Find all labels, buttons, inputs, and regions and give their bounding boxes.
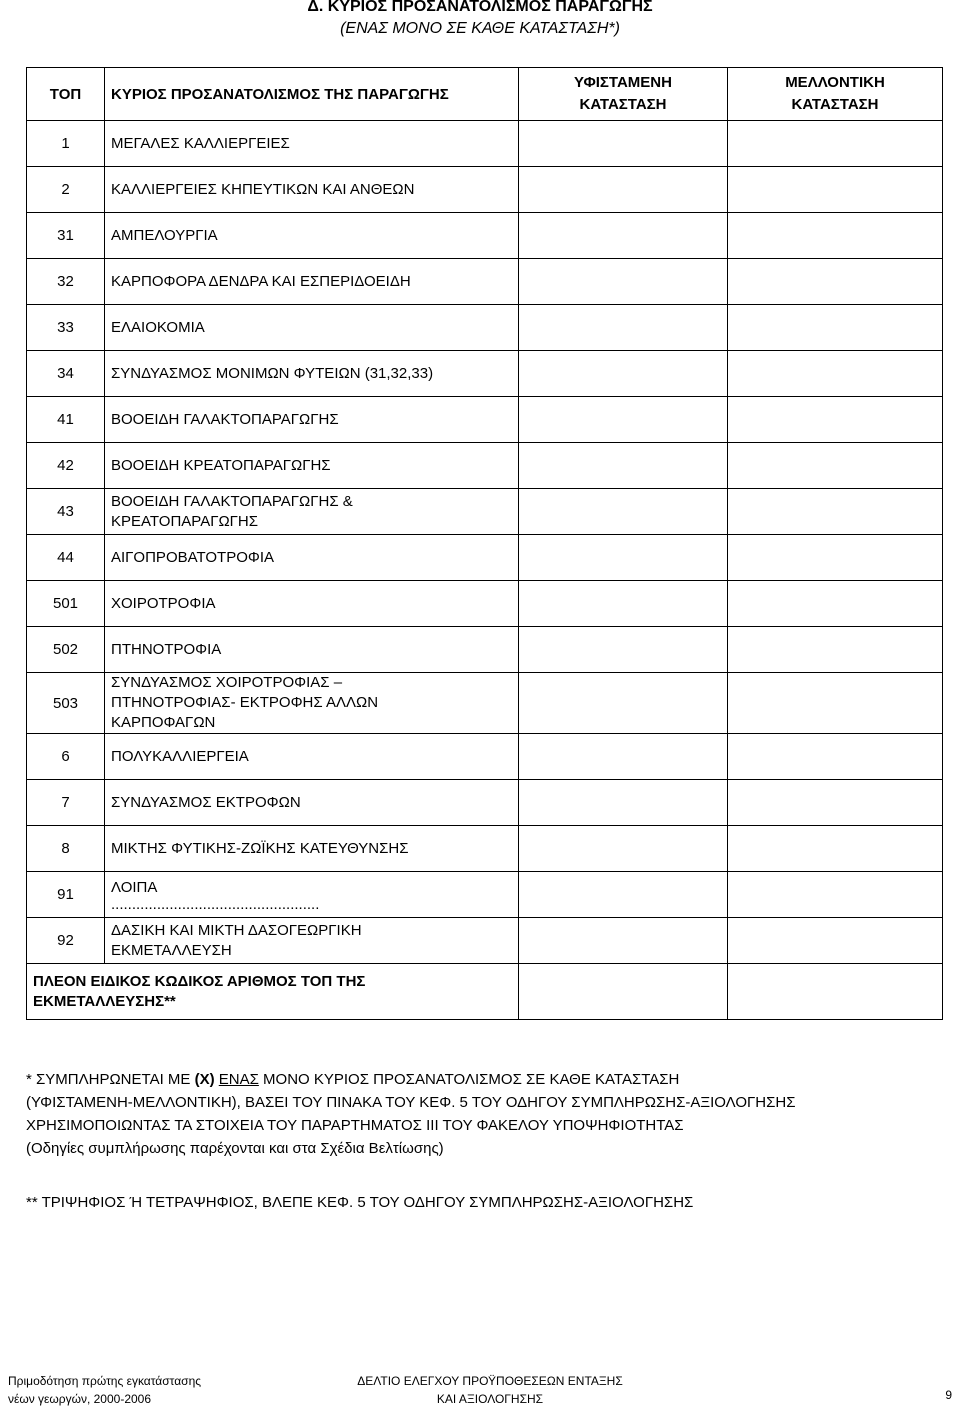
row-code: 31 xyxy=(27,213,105,259)
current-state-cell[interactable] xyxy=(519,351,728,397)
current-state-cell[interactable] xyxy=(519,673,728,734)
row-description xyxy=(105,627,519,673)
table-row xyxy=(27,535,943,581)
future-state-cell[interactable] xyxy=(728,489,943,535)
row-description xyxy=(105,780,519,826)
row-description xyxy=(105,734,519,780)
row-description-line: ΛΟΙΠΑ xyxy=(111,878,158,896)
row-code: 91 xyxy=(27,872,105,918)
table-row xyxy=(27,121,943,167)
row-description-line: ΕΛΑΙΟΚΟΜΙΑ xyxy=(111,318,205,336)
row-description-line: ΒΟΟΕΙΔΗ ΚΡΕΑΤΟΠΑΡΑΓΩΓΗΣ xyxy=(111,456,331,474)
row-code: 32 xyxy=(27,259,105,305)
final-code-current-cell[interactable] xyxy=(519,964,728,1020)
table-row xyxy=(27,167,943,213)
table-row xyxy=(27,351,943,397)
row-description xyxy=(105,673,519,734)
future-state-cell[interactable] xyxy=(728,121,943,167)
header-future-line1: ΜΕΛΛΟΝΤΙΚΗ xyxy=(785,74,885,91)
current-state-cell[interactable] xyxy=(519,213,728,259)
header-current-line1: ΥΦΙΣΤΑΜΕΝΗ xyxy=(574,74,672,91)
table-row xyxy=(27,305,943,351)
header-top: ΤΟΠ xyxy=(27,68,105,121)
row-description xyxy=(105,535,519,581)
future-state-cell[interactable] xyxy=(728,213,943,259)
row-code: 7 xyxy=(27,780,105,826)
table-row xyxy=(27,581,943,627)
row-code: 1 xyxy=(27,121,105,167)
table-row xyxy=(27,918,943,964)
page-number: 9 xyxy=(945,1388,952,1402)
future-state-cell[interactable] xyxy=(728,918,943,964)
row-description xyxy=(105,826,519,872)
table-header-row xyxy=(27,68,943,121)
future-state-cell[interactable] xyxy=(728,259,943,305)
row-description-line: ΚΑΡΠΟΦΑΓΩΝ xyxy=(111,714,216,731)
current-state-cell[interactable] xyxy=(519,121,728,167)
row-description xyxy=(105,397,519,443)
footer-left-line2: νέων γεωργών, 2000-2006 xyxy=(8,1392,152,1406)
current-state-cell[interactable] xyxy=(519,489,728,535)
row-code: 33 xyxy=(27,305,105,351)
table-row xyxy=(27,443,943,489)
row-description xyxy=(105,489,519,535)
header-orientation: ΚΥΡΙΟΣ ΠΡΟΣΑΝΑΤΟΛΙΣΜΟΣ ΤΗΣ ΠΑΡΑΓΩΓΗΣ xyxy=(105,68,519,121)
row-description-line: ΧΟΙΡΟΤΡΟΦΙΑ xyxy=(111,594,216,612)
final-code-label xyxy=(27,964,519,1020)
final-code-line1: ΠΛΕΟΝ ΕΙΔΙΚΟΣ ΚΩΔΙΚΟΣ ΑΡΙΘΜΟΣ ΤΟΠ ΤΗΣ xyxy=(33,972,366,990)
row-description xyxy=(105,351,519,397)
row-description xyxy=(105,872,519,918)
future-state-cell[interactable] xyxy=(728,673,943,734)
row-code: 34 xyxy=(27,351,105,397)
header-current-line2: ΚΑΤΑΣΤΑΣΗ xyxy=(579,96,667,113)
future-state-cell[interactable] xyxy=(728,443,943,489)
note1-mark-x: (Χ) xyxy=(194,1071,215,1088)
row-code: 42 xyxy=(27,443,105,489)
header-current-state xyxy=(519,68,728,121)
current-state-cell[interactable] xyxy=(519,780,728,826)
future-state-cell[interactable] xyxy=(728,627,943,673)
future-state-cell[interactable] xyxy=(728,581,943,627)
note1-line2: (ΥΦΙΣΤΑΜΕΝΗ-ΜΕΛΛΟΝΤΙΚΗ), ΒΑΣΕΙ ΤΟΥ ΠΙΝΑΚΑ ΤΟΥ ΚΕΦ. 5 ΤΟΥ ΟΔΗΓΟΥ ΣΥΜΠΛΗΡΩΣΗΣ-ΑΞΙΟΛΟΓΗΣΗΣ xyxy=(26,1094,796,1111)
row-description xyxy=(105,918,519,964)
current-state-cell[interactable] xyxy=(519,734,728,780)
table-row xyxy=(27,673,943,734)
note-digit-code: ** ΤΡΙΨΗΦΙΟΣ Ή ΤΕΤΡΑΨΗΦΙΟΣ, ΒΛΕΠΕ ΚΕΦ. 5 ΤΟΥ ΟΔΗΓΟΥ ΣΥΜΠΛΗΡΩΣΗΣ-ΑΞΙΟΛΟΓΗΣΗΣ xyxy=(26,1194,694,1211)
table-row xyxy=(27,397,943,443)
table-row xyxy=(27,489,943,535)
row-description-line: ΣΥΝΔΥΑΣΜΟΣ ΧΟΙΡΟΤΡΟΦΙΑΣ – xyxy=(111,674,343,691)
future-state-cell[interactable] xyxy=(728,535,943,581)
row-code: 8 xyxy=(27,826,105,872)
row-code: 41 xyxy=(27,397,105,443)
current-state-cell[interactable] xyxy=(519,581,728,627)
table-row xyxy=(27,259,943,305)
row-description xyxy=(105,581,519,627)
row-description-line: ΠΤΗΝΟΤΡΟΦΙΑΣ- ΕΚΤΡΟΦΗΣ ΑΛΛΩΝ xyxy=(111,694,379,711)
row-description-line: ΣΥΝΔΥΑΣΜΟΣ ΜΟΝΙΜΩΝ ΦΥΤΕΙΩΝ (31,32,33) xyxy=(111,364,434,382)
row-description xyxy=(105,259,519,305)
section-title: Δ. ΚΥΡΙΟΣ ΠΡΟΣΑΝΑΤΟΛΙΣΜΟΣ ΠΑΡΑΓΩΓΗΣ xyxy=(307,0,653,15)
row-description xyxy=(105,443,519,489)
row-code: 503 xyxy=(27,673,105,734)
row-description-line: ΠΟΛΥΚΑΛΛΙΕΡΓΕΙΑ xyxy=(111,747,249,765)
row-description-line: ΒΟΟΕΙΔΗ ΓΑΛΑΚΤΟΠΑΡΑΓΩΓΗΣ & xyxy=(111,492,353,510)
current-state-cell[interactable] xyxy=(519,259,728,305)
current-state-cell[interactable] xyxy=(519,167,728,213)
row-description-line: ΔΑΣΙΚΗ ΚΑΙ ΜΙΚΤΗ ΔΑΣΟΓΕΩΡΓΙΚΗ xyxy=(111,921,362,939)
row-description-line: ΑΙΓΟΠΡΟΒΑΤΟΤΡΟΦΙΑ xyxy=(111,548,275,566)
table-row xyxy=(27,780,943,826)
row-code: 502 xyxy=(27,627,105,673)
row-description-line: ΚΑΡΠΟΦΟΡΑ ΔΕΝΔΡΑ ΚΑΙ ΕΣΠΕΡΙΔΟΕΙΔΗ xyxy=(111,272,411,290)
future-state-cell[interactable] xyxy=(728,167,943,213)
footer-center-line1: ΔΕΛΤΙΟ ΕΛΕΓΧΟΥ ΠΡΟΫΠΟΘΕΣΕΩΝ ΕΝΤΑΞΗΣ xyxy=(357,1374,623,1388)
current-state-cell[interactable] xyxy=(519,305,728,351)
section-subtitle: (ΕΝΑΣ ΜΟΝΟ ΣΕ ΚΑΘΕ ΚΑΤΑΣΤΑΣΗ*) xyxy=(340,20,620,37)
final-code-line2: ΕΚΜΕΤΑΛΛΕΥΣΗΣ** xyxy=(33,992,176,1010)
row-description-line: ΚΑΛΛΙΕΡΓΕΙΕΣ ΚΗΠΕΥΤΙΚΩΝ ΚΑΙ ΑΝΘΕΩΝ xyxy=(111,180,415,198)
row-description xyxy=(105,305,519,351)
row-code: 44 xyxy=(27,535,105,581)
footer-center xyxy=(330,1372,650,1408)
row-description-line: ΜΙΚΤΗΣ ΦΥΤΙΚΗΣ-ΖΩΪΚΗΣ ΚΑΤΕΥΘΥΝΣΗΣ xyxy=(111,839,409,857)
note1-line1 xyxy=(26,1068,946,1091)
current-state-cell[interactable] xyxy=(519,918,728,964)
final-code-future-cell[interactable] xyxy=(728,964,943,1020)
current-state-cell[interactable] xyxy=(519,826,728,872)
row-code: 43 xyxy=(27,489,105,535)
current-state-cell[interactable] xyxy=(519,872,728,918)
row-description xyxy=(105,167,519,213)
footer-center-line2: ΚΑΙ ΑΞΙΟΛΟΓΗΣΗΣ xyxy=(436,1392,544,1406)
table-row xyxy=(27,872,943,918)
row-description-line: .................................................. xyxy=(111,895,320,913)
row-description-line: ΒΟΟΕΙΔΗ ΓΑΛΑΚΤΟΠΑΡΑΓΩΓΗΣ xyxy=(111,410,339,428)
footer-left xyxy=(8,1372,201,1408)
row-description-line: ΑΜΠΕΛΟΥΡΓΙΑ xyxy=(111,226,218,244)
table-row xyxy=(27,213,943,259)
current-state-cell[interactable] xyxy=(519,627,728,673)
note1-text-e: ΜΟΝΟ ΚΥΡΙΟΣ ΠΡΟΣΑΝΑΤΟΛΙΣΜΟΣ ΣΕ ΚΑΘΕ ΚΑΤΑΣΤΑΣΗ xyxy=(258,1071,680,1088)
row-description-line: ΣΥΝΔΥΑΣΜΟΣ ΕΚΤΡΟΦΩΝ xyxy=(111,793,301,811)
row-code: 501 xyxy=(27,581,105,627)
note1-line3: ΧΡΗΣΙΜΟΠΟΙΩΝΤΑΣ ΤΑ ΣΤΟΙΧΕΙΑ ΤΟΥ ΠΑΡΑΡΤΗΜΑΤΟΣ ΙΙΙ ΤΟΥ ΦΑΚΕΛΟΥ ΥΠΟΨΗΦΙΟΤΗΤΑΣ xyxy=(26,1117,684,1134)
current-state-cell[interactable] xyxy=(519,535,728,581)
future-state-cell[interactable] xyxy=(728,826,943,872)
row-code: 92 xyxy=(27,918,105,964)
current-state-cell[interactable] xyxy=(519,443,728,489)
future-state-cell[interactable] xyxy=(728,734,943,780)
row-description-line: ΕΚΜΕΤΑΛΛΕΥΣΗ xyxy=(111,941,232,959)
note1-underlined-one: ΕΝΑΣ xyxy=(218,1071,259,1088)
current-state-cell[interactable] xyxy=(519,397,728,443)
future-state-cell[interactable] xyxy=(728,872,943,918)
row-code: 2 xyxy=(27,167,105,213)
row-description xyxy=(105,121,519,167)
future-state-cell[interactable] xyxy=(728,305,943,351)
footer-left-line1: Πριμοδότηση πρώτης εγκατάστασης xyxy=(8,1374,202,1388)
table-row xyxy=(27,826,943,872)
row-description-line: ΠΤΗΝΟΤΡΟΦΙΑ xyxy=(111,640,222,658)
note1-text-a: * ΣΥΜΠΛΗΡΩΝΕΤΑΙ ΜΕ xyxy=(26,1071,195,1088)
future-state-cell[interactable] xyxy=(728,780,943,826)
header-future-line2: ΚΑΤΑΣΤΑΣΗ xyxy=(791,96,879,113)
row-code: 6 xyxy=(27,734,105,780)
table-row xyxy=(27,627,943,673)
future-state-cell[interactable] xyxy=(728,351,943,397)
row-description-line: ΚΡΕΑΤΟΠΑΡΑΓΩΓΗΣ xyxy=(111,512,259,530)
row-description xyxy=(105,213,519,259)
header-future-state xyxy=(728,68,943,121)
row-description-line: ΜΕΓΑΛΕΣ ΚΑΛΛΙΕΡΓΕΙΕΣ xyxy=(111,134,290,152)
future-state-cell[interactable] xyxy=(728,397,943,443)
note-single-orientation xyxy=(26,1068,946,1160)
production-orientation-table xyxy=(26,67,943,1020)
final-code-row xyxy=(27,964,943,1020)
table-row xyxy=(27,734,943,780)
note1-line4: (Οδηγίες συμπλήρωσης παρέχονται και στα Σχέδια Βελτίωσης) xyxy=(26,1140,444,1157)
